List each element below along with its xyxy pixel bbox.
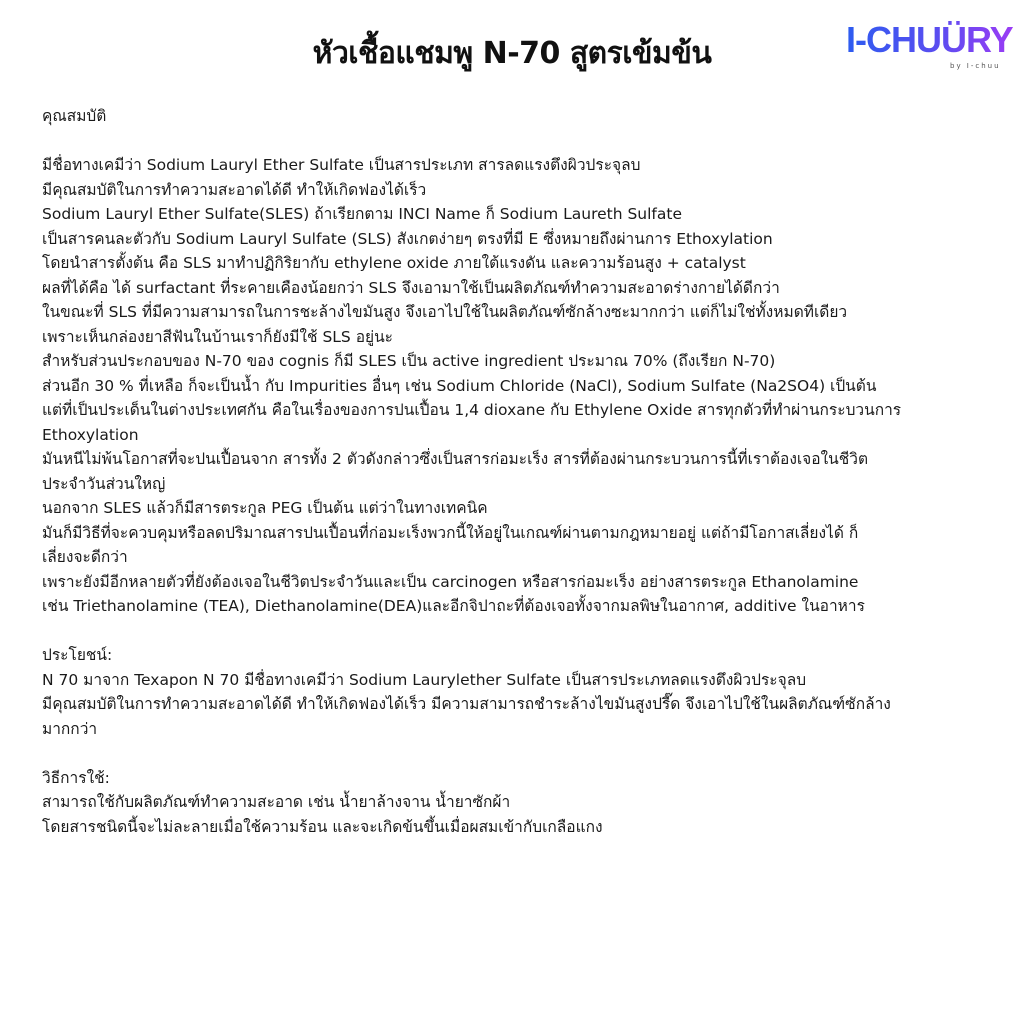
paragraph-line: มันหนีไม่พ้นโอกาสที่จะปนเปื้อนจาก สารทั้ง 2 ตัวดังกล่าวซึ่งเป็นสารก่อมะเร็ง สารที่ต้องผ่านกระบวนการนี้ที่เราต้องเจอในชีวิต [42,450,869,468]
spacer [42,619,1002,644]
paragraph-line: N 70 มาจาก Texapon N 70 มีชื่อทางเคมีว่า Sodium Laurylether Sulfate เป็นสารประเภทลดแรงตึงผิวประจุลบ [42,670,807,689]
paragraph-line: ประจำวันส่วนใหญ่ [42,474,166,493]
brand-tagline: by I-chuu [950,62,1001,70]
section-heading: คุณสมบัติ [42,107,107,125]
paragraph-line: ในขณะที่ SLS ที่มีความสามารถในการชะล้างไขมันสูง จึงเอาไปใช้ในผลิตภัณฑ์ซักล้างซะมากกว่า แต่ก็ไม่ใช่ทั้งหมดทีเดียว [42,303,848,321]
paragraph-line: แต่ที่เป็นประเด็นในต่างประเทศกัน คือในเรื่องของการปนเปื้อน 1,4 dioxane กับ Ethylene Oxide สารทุกตัวที่ทำผ่านกระบวนการ [42,401,902,419]
paragraph-line: Sodium Lauryl Ether Sulfate(SLES) ถ้าเรียกตาม INCI Name ก็ Sodium Laureth Sulfate [42,205,683,223]
page-title: หัวเชื้อแชมพู N-70 สูตรเข้มข้น [312,36,712,71]
document-body [42,104,1002,839]
paragraph-line: มากกว่า [42,719,98,738]
paragraph-line: มีชื่อทางเคมีว่า Sodium Lauryl Ether Sulfate เป็นสารประเภท สารลดแรงตึงผิวประจุลบ [42,156,641,174]
spacer [42,129,1002,154]
paragraph-line: สามารถใช้กับผลิตภัณฑ์ทำความสะอาด เช่น น้ำยาล้างจาน น้ำยาซักผ้า [42,793,511,811]
spacer [42,741,1002,766]
paragraph-line: โดยสารชนิดนี้จะไม่ละลายเมื่อใช้ความร้อน และจะเกิดข้นขึ้นเมื่อผสมเข้ากับเกลือแกง [42,817,603,836]
paragraph-line: เพราะเห็นกล่องยาสีฟันในบ้านเราก็ยังมีใช้ SLS อยู่นะ [42,327,394,346]
paragraph-line: เป็นสารคนละตัวกับ Sodium Lauryl Sulfate (SLS) สังเกตง่ายๆ ตรงที่มี E ซึ่งหมายถึงผ่านการ Ethoxylation [42,229,773,248]
paragraph-line: ผลที่ได้คือ ได้ surfactant ที่ระคายเคืองน้อยกว่า SLS จึงเอามาใช้เป็นผลิตภัณฑ์ทำความสะอาดร่างกายได้ดีกว่า [42,278,780,297]
section-properties [42,104,1002,619]
paragraph-line: เพราะยังมีอีกหลายตัวที่ยังต้องเจอในชีวิตประจำวันและเป็น carcinogen หรือสารก่อมะเร็ง อย่างสารตระกูล Ethanolamine [42,572,859,591]
paragraph-line: ส่วนอีก 30 % ที่เหลือ ก็จะเป็นน้ำ กับ Impurities อื่นๆ เช่น Sodium Chloride (NaCl), Sodium Sulfate (Na2SO4) เป็นต้น [42,376,877,395]
brand-logo-text: I-CHUÜRY [846,19,1013,60]
paragraph-line: เลี่ยงจะดีกว่า [42,548,128,566]
paragraph-line: เช่น Triethanolamine (TEA), Diethanolamine(DEA)และอีกจิปาถะที่ต้องเจอทั้งจากมลพิษในอากาศ, additive ในอาหาร [42,597,865,615]
section-benefits [42,643,1002,741]
paragraph-line: มีคุณสมบัติในการทำความสะอาดได้ดี ทำให้เกิดฟองได้เร็ว [42,180,427,199]
paragraph-line: โดยนำสารตั้งต้น คือ SLS มาทำปฏิกิริยากับ ethylene oxide ภายใต้แรงดัน และความร้อนสูง + catalyst [42,254,746,272]
section-heading: ประโยชน์: [42,646,113,664]
paragraph-line: มันก็มีวิธีที่จะควบคุมหรือลดปริมาณสารปนเปื้อนที่ก่อมะเร็งพวกนี้ให้อยู่ในเกณฑ์ผ่านตามกฎหมายอยู่ แต่ถ้ามีโอกาสเลี่ยงได้ ก็ [42,523,859,542]
section-heading: วิธีการใช้: [42,768,110,787]
paragraph-line: มีคุณสมบัติในการทำความสะอาดได้ดี ทำให้เกิดฟองได้เร็ว มีความสามารถชำระล้างไขมันสูงปรี๊ด จึงเอาไปใช้ในผลิตภัณฑ์ซักล้าง [42,695,891,713]
section-usage [42,766,1002,840]
brand-logo [846,18,1024,74]
paragraph-line: นอกจาก SLES แล้วก็มีสารตระกูล PEG เป็นต้น แต่ว่าในทางเทคนิค [42,499,488,517]
paragraph-line: สำหรับส่วนประกอบของ N-70 ของ cognis ก็มี SLES เป็น active ingredient ประมาณ 70% (ถึงเรียก N-70) [42,352,776,370]
paragraph-line: Ethoxylation [42,425,139,444]
